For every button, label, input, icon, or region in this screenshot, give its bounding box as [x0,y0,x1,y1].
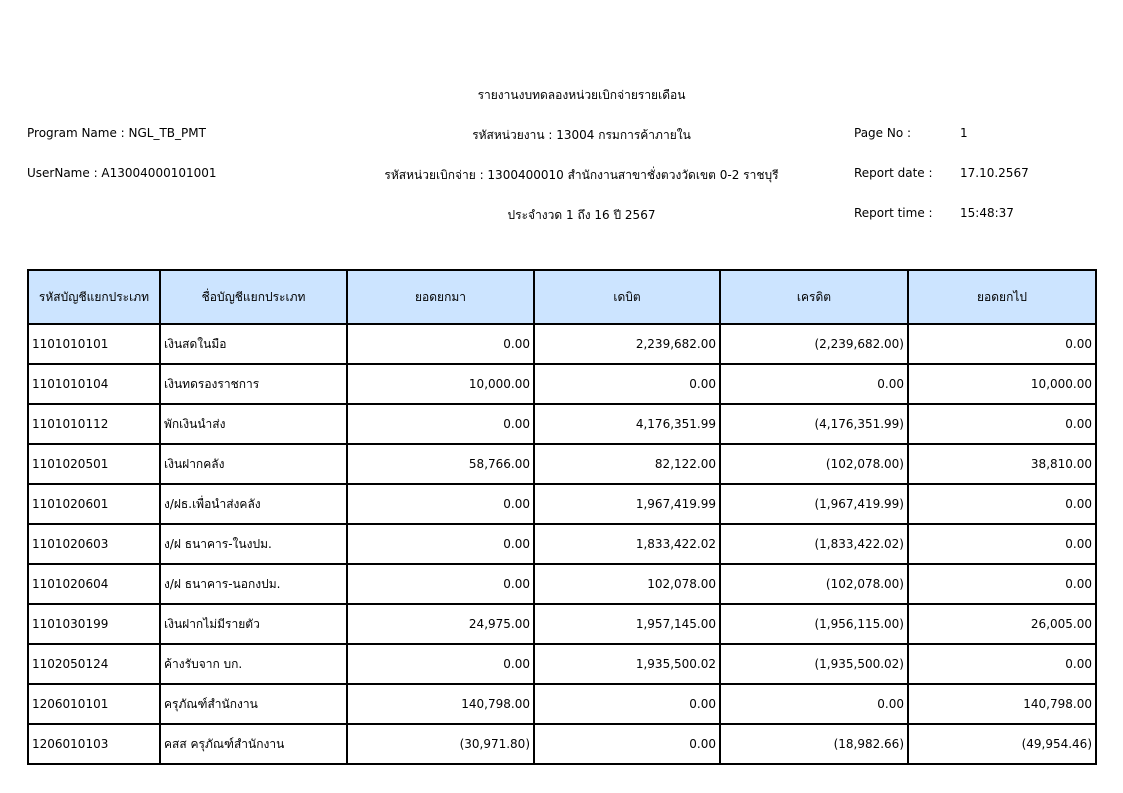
account-name-cell: ค้างรับจาก บก. [160,644,347,684]
opening-balance-cell: (30,971.80) [347,724,534,764]
debit-cell: 1,967,419.99 [534,484,720,524]
opening-balance-cell: 0.00 [347,644,534,684]
report-period: ประจำงวด 1 ถึง 16 ปี 2567 [507,208,656,222]
opening-balance-cell: 0.00 [347,484,534,524]
closing-balance-cell: 10,000.00 [908,364,1096,404]
column-header-credit: เครดิต [720,270,908,324]
closing-balance-cell: 0.00 [908,324,1096,364]
closing-balance-cell: 140,798.00 [908,684,1096,724]
table-row [28,364,1096,404]
report-date-label: Report date : [854,166,933,180]
report-date-value: 17.10.2567 [960,166,1029,180]
account-code-cell: 1101030199 [28,604,160,644]
account-code-cell: 1101010101 [28,324,160,364]
opening-balance-cell: 58,766.00 [347,444,534,484]
opening-balance-cell: 0.00 [347,404,534,444]
account-code-cell: 1206010103 [28,724,160,764]
closing-balance-cell: 38,810.00 [908,444,1096,484]
column-header-account-code: รหัสบัญชีแยกประเภท [28,270,160,324]
account-name-cell: เงินฝากไม่มีรายตัว [160,604,347,644]
report-time-label: Report time : [854,206,933,220]
account-name-cell: เงินทดรองราชการ [160,364,347,404]
page-no-value: 1 [960,126,968,140]
table-body [28,324,1096,764]
closing-balance-cell: 0.00 [908,564,1096,604]
report-time-value: 15:48:37 [960,206,1014,220]
account-code-cell: 1206010101 [28,684,160,724]
credit-cell: (4,176,351.99) [720,404,908,444]
program-name: Program Name : NGL_TB_PMT [27,126,206,140]
account-code-cell: 1102050124 [28,644,160,684]
opening-balance-cell: 24,975.00 [347,604,534,644]
debit-cell: 2,239,682.00 [534,324,720,364]
account-code-cell: 1101020604 [28,564,160,604]
table-row [28,684,1096,724]
credit-cell: (18,982.66) [720,724,908,764]
table-row [28,524,1096,564]
debit-cell: 0.00 [534,364,720,404]
username: UserName : A13004000101001 [27,166,217,180]
debit-cell: 1,935,500.02 [534,644,720,684]
credit-cell: (1,967,419.99) [720,484,908,524]
account-name-cell: ครุภัณฑ์สำนักงาน [160,684,347,724]
closing-balance-cell: 0.00 [908,484,1096,524]
credit-cell: (1,956,115.00) [720,604,908,644]
opening-balance-cell: 0.00 [347,524,534,564]
account-code-cell: 1101020501 [28,444,160,484]
credit-cell: (1,833,422.02) [720,524,908,564]
table-row [28,404,1096,444]
credit-cell: (1,935,500.02) [720,644,908,684]
debit-cell: 4,176,351.99 [534,404,720,444]
agency-code: รหัสหน่วยงาน : 13004 กรมการค้าภายใน [472,128,691,142]
account-name-cell: เงินสดในมือ [160,324,347,364]
column-header-closing-balance: ยอดยกไป [908,270,1096,324]
account-name-cell: ง/ฝธ.เพื่อนำส่งคลัง [160,484,347,524]
account-code-cell: 1101010112 [28,404,160,444]
account-name-cell: คสส ครุภัณฑ์สำนักงาน [160,724,347,764]
debit-cell: 0.00 [534,724,720,764]
closing-balance-cell: 0.00 [908,644,1096,684]
debit-cell: 0.00 [534,684,720,724]
debit-cell: 1,833,422.02 [534,524,720,564]
account-name-cell: เงินฝากคลัง [160,444,347,484]
closing-balance-cell: 26,005.00 [908,604,1096,644]
column-header-opening-balance: ยอดยกมา [347,270,534,324]
column-header-account-name: ชื่อบัญชีแยกประเภท [160,270,347,324]
credit-cell: (102,078.00) [720,444,908,484]
table-row [28,644,1096,684]
table-row [28,604,1096,644]
column-header-debit: เดบิต [534,270,720,324]
disbursing-unit: รหัสหน่วยเบิกจ่าย : 1300400010 สำนักงานสาขาชั่งตวงวัดเขต 0-2 ราชบุรี [384,168,779,182]
closing-balance-cell: 0.00 [908,404,1096,444]
account-code-cell: 1101020603 [28,524,160,564]
account-name-cell: ง/ฝ ธนาคาร-นอกงปม. [160,564,347,604]
closing-balance-cell: (49,954.46) [908,724,1096,764]
opening-balance-cell: 0.00 [347,564,534,604]
table-row [28,724,1096,764]
page-no-label: Page No : [854,126,912,140]
trial-balance-table [27,269,1097,765]
table-row [28,484,1096,524]
credit-cell: 0.00 [720,364,908,404]
opening-balance-cell: 140,798.00 [347,684,534,724]
table-header-row [28,270,1096,324]
debit-cell: 102,078.00 [534,564,720,604]
debit-cell: 1,957,145.00 [534,604,720,644]
table-row [28,444,1096,484]
table-row [28,564,1096,604]
credit-cell: (2,239,682.00) [720,324,908,364]
account-code-cell: 1101010104 [28,364,160,404]
opening-balance-cell: 0.00 [347,324,534,364]
opening-balance-cell: 10,000.00 [347,364,534,404]
debit-cell: 82,122.00 [534,444,720,484]
account-name-cell: พักเงินนำส่ง [160,404,347,444]
credit-cell: (102,078.00) [720,564,908,604]
closing-balance-cell: 0.00 [908,524,1096,564]
credit-cell: 0.00 [720,684,908,724]
report-title: รายงานงบทดลองหน่วยเบิกจ่ายรายเดือน [477,88,686,102]
table-row [28,324,1096,364]
account-code-cell: 1101020601 [28,484,160,524]
account-name-cell: ง/ฝ ธนาคาร-ในงปม. [160,524,347,564]
